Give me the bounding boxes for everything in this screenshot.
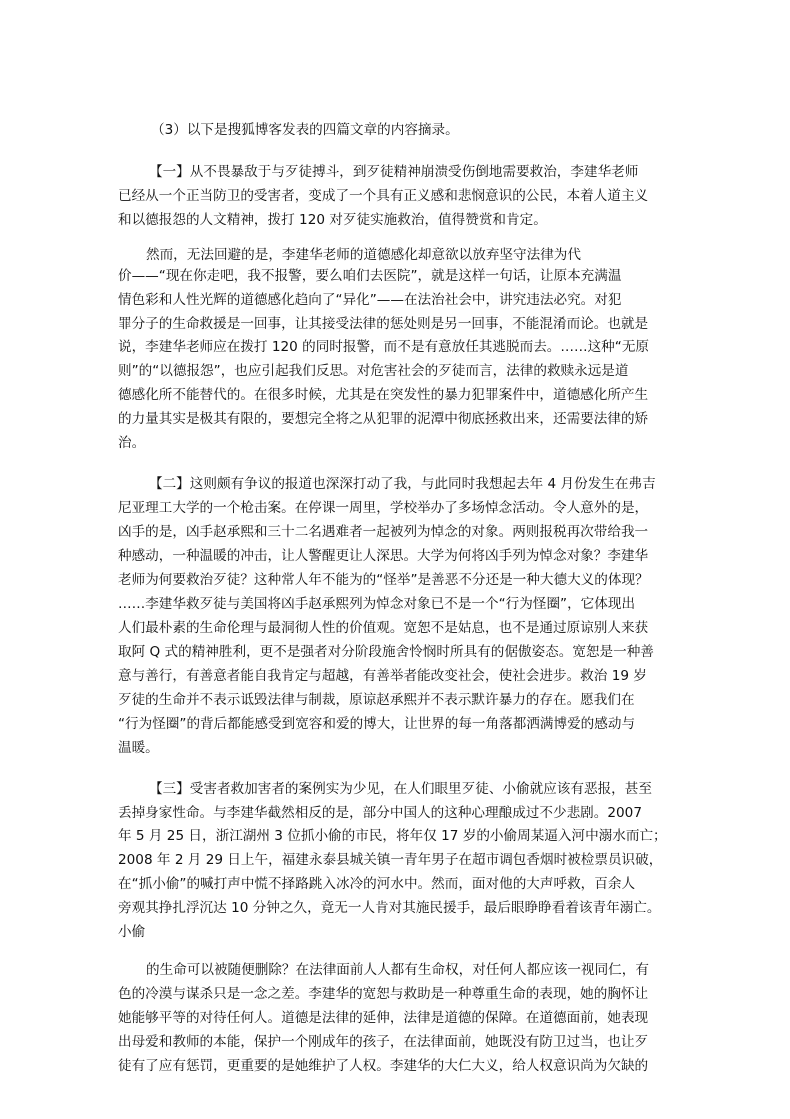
text-line: 温暖。	[118, 740, 159, 756]
text-line: 凶手的是，凶手赵承熙和三十二名遇难者一起被列为悼念的对象。两则报税再次带给我一	[118, 524, 649, 540]
text-line: 说，李建华老师应在拨打 120 的同时报警，而不是有意放任其逃脱而去。……这种“无原	[118, 339, 650, 355]
text-line: 年 5 月 25 日，浙江湖州 3 位抓小偷的市民，将年仅 17 岁的小偷周某逼入河中溺水而亡；	[118, 828, 667, 844]
text-line: 色的冷漠与谋杀只是一念之差。李建华的宽恕与救助是一种尊重生命的表现，她的胸怀让	[118, 986, 649, 1002]
text-line: 意与善行，有善意者能自我肯定与超越，有善举者能改变社会，使社会进步。救治 19 岁	[118, 668, 647, 684]
text-line: 的力量其实是极其有限的，要想完全将之从犯罪的泥潭中彻底拯救出来，还需要法律的矫	[118, 411, 649, 427]
text-line: 【三】受害者救加害者的案例实为少见，在人们眼里歹徒、小偷就应该有恶报，甚至	[149, 781, 652, 797]
text-line: 德感化所不能替代的。在很多时候，尤其是在突发性的暴力犯罪案件中，道德感化所产生	[118, 387, 649, 403]
text-line: 小偷	[118, 924, 146, 940]
text-line: 取阿 Q 式的精神胜利，更不是强者对分阶段施舍怜悯时所具有的倨傲姿态。宽恕是一种善	[118, 644, 654, 660]
text-line: 歹徒的生命并不表示诋毁法律与制裁，原谅赵承熙并不表示默许暴力的存在。愿我们在	[118, 692, 635, 708]
text-line: 价——“现在你走吧，我不报警，要么咱们去医院”，就是这样一句话，让原本充满温	[118, 268, 622, 284]
text-line: 【一】从不畏暴敌于与歹徒搏斗，到歹徒精神崩溃受伤倒地需要救治，李建华老师	[149, 164, 639, 180]
text-line: 旁观其挣扎浮沉达 10 分钟之久，竟无一人肯对其施民援手，最后眼睁睁看着该青年溺亡。	[118, 900, 661, 916]
text-line: 老师为何要救治歹徒？这种常人年不能为的“怪举”是善恶不分还是一种大德大义的体现？	[118, 572, 649, 588]
text-line: 治。	[118, 435, 146, 451]
text-line: 2008 年 2 月 29 日上午，福建永泰县城关镇一青年男子在超市调包香烟时被检票员识破，	[118, 852, 663, 868]
text-line: 罪分子的生命救援是一回事，让其接受法律的惩处则是另一回事，不能混淆而论。也就是	[118, 316, 649, 332]
text-line: 在“抓小偷”的喊打声中慌不择路跳入冰冷的河水中。然而，面对他的大声呼救，百余人	[118, 876, 636, 892]
text-line: 【二】这则颇有争议的报道也深深打动了我，与此同时我想起去年 4 月份发生在弗吉	[149, 476, 656, 492]
text-line: 情色彩和人性光辉的道德感化趋向了“异化”——在法治社会中，讲究违法必究。对犯	[118, 292, 622, 308]
text-line: 人们最朴素的生命伦理与最洞彻人性的价值观。宽恕不是姑息，也不是通过原谅别人来获	[118, 620, 649, 636]
text-line: 徒有了应有惩罚，更重要的是她维护了人权。李建华的大仁大义，给人权意识尚为欠缺的	[118, 1058, 649, 1074]
text-line: 则”的“以德报怨”，也应引起我们反思。对危害社会的歹徒而言，法律的救赎永远是道	[118, 363, 629, 379]
text-line: 她能够平等的对待任何人。道德是法律的延伸，法律是道德的保障。在道德面前，她表现	[118, 1010, 649, 1026]
text-line: 已经从一个正当防卫的受害者，变成了一个具有正义感和悲悯意识的公民，本着人道主义	[118, 188, 649, 204]
text-line: 种感动，一种温暖的冲击，让人警醒更让人深思。大学为何将凶手列为悼念对象？李建华	[118, 548, 649, 564]
text-line: 丢掉身家性命。与李建华截然相反的是，部分中国人的这种心理酿成过不少悲剧。2007	[118, 805, 642, 821]
text-line: 和以德报怨的人文精神，拨打 120 对歹徒实施救治，值得赞赏和肯定。	[118, 212, 547, 228]
text-line: ……李建华救歹徒与美国将凶手赵承熙列为悼念对象已不是一个“行为怪圈”，它体现出	[118, 596, 636, 612]
text-line: 出母爱和教师的本能，保护一个刚成年的孩子，在法律面前，她既没有防卫过当，也让歹	[118, 1034, 649, 1050]
text-line: 的生命可以被随便删除？在法律面前人人都有生命权，对任何人都应该一视同仁，有	[146, 962, 649, 978]
intro-line: （3）以下是搜狐博客发表的四篇文章的内容摘录。	[151, 122, 459, 138]
text-line: 尼亚理工大学的一个枪击案。在停课一周里，学校举办了多场悼念活动。令人意外的是，	[118, 500, 649, 516]
text-line: 然而，无法回避的是，李建华老师的道德感化却意欲以放弃坚守法律为代	[146, 247, 581, 263]
text-line: “行为怪圈”的背后都能感受到宽容和爱的博大，让世界的每一角落都洒满博爱的感动与	[118, 716, 636, 732]
